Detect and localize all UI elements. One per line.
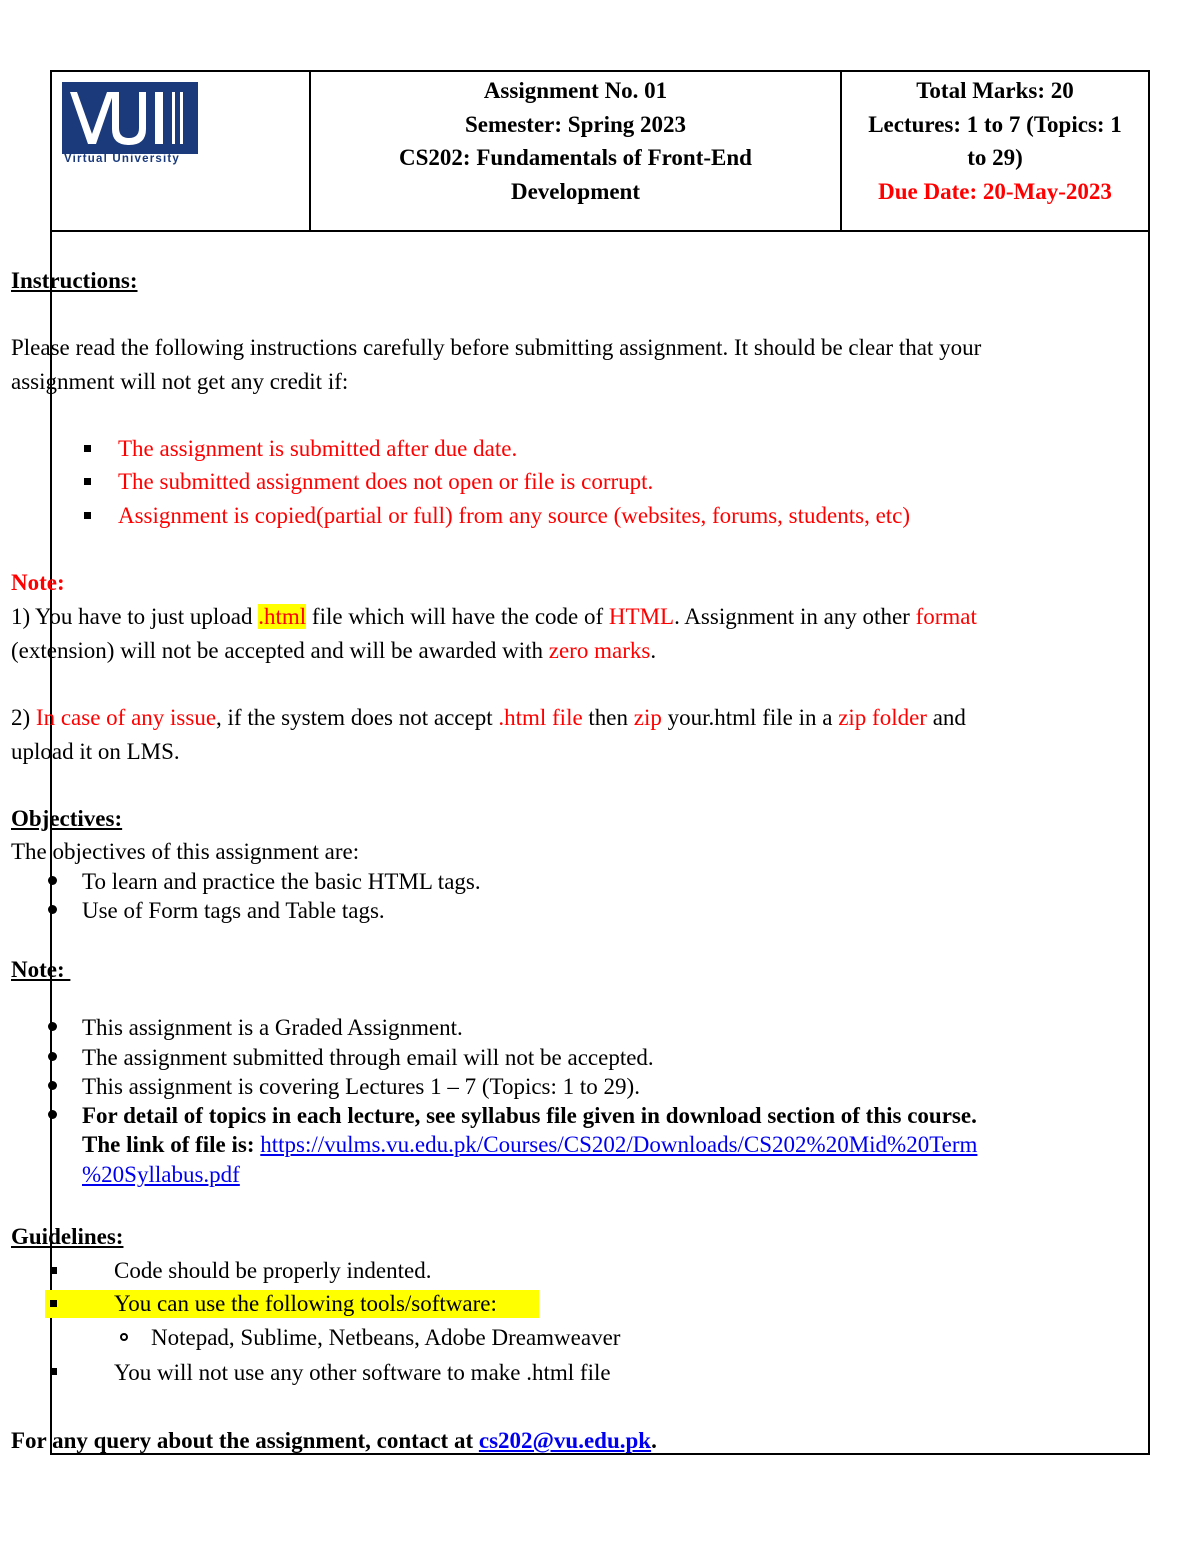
note-heading: Note: bbox=[11, 570, 65, 595]
note-line-3 bbox=[11, 701, 966, 734]
instructions-intro-1: Please read the following instructions carefully before submitting assignment. It should be clear that your bbox=[11, 335, 982, 360]
guidelines-heading: Guidelines: bbox=[11, 1224, 124, 1249]
note-text: . bbox=[650, 638, 657, 663]
note-red-text: In case of any issue bbox=[35, 705, 217, 730]
bullet-dot bbox=[48, 876, 57, 885]
bullet-circle bbox=[120, 1333, 128, 1341]
objectives-intro: The objectives of this assignment are: bbox=[11, 839, 360, 864]
note-text: 2) bbox=[11, 705, 36, 730]
note2-item-2: The assignment submitted through email will not be accepted. bbox=[82, 1045, 654, 1070]
bullet-square bbox=[84, 512, 91, 519]
note-line-2 bbox=[11, 634, 656, 667]
note2-heading: Note: bbox=[11, 957, 71, 982]
contact-email-link[interactable]: cs202@vu.edu.pk bbox=[478, 1428, 652, 1453]
bullet-dot bbox=[48, 1022, 57, 1031]
bullet-square bbox=[50, 1267, 57, 1274]
marks-cell bbox=[842, 72, 1148, 230]
course-title: CS202: Fundamentals of Front-End bbox=[399, 145, 752, 170]
guideline-item-1: Code should be properly indented. bbox=[114, 1258, 432, 1283]
guideline-sub-item: Notepad, Sublime, Netbeans, Adobe Dreamweaver bbox=[151, 1325, 621, 1350]
contact-end: . bbox=[651, 1428, 657, 1453]
syllabus-link-line-2 bbox=[82, 1158, 240, 1191]
note-text: (extension) will not be accepted and will be awarded with bbox=[11, 638, 549, 663]
lectures: Lectures: 1 to 7 (Topics: 1 bbox=[868, 111, 1122, 137]
due-date: Due Date: 20-May-2023 bbox=[878, 178, 1112, 204]
assignment-document bbox=[50, 70, 1150, 1455]
note-text: and bbox=[926, 705, 966, 730]
note-red-text: format bbox=[915, 604, 977, 629]
note-text: your.html file in a bbox=[661, 705, 839, 730]
logo-cell bbox=[52, 72, 311, 230]
contact-text: For any query about the assignment, contact at bbox=[11, 1428, 479, 1453]
note-red-text: zero marks bbox=[548, 638, 651, 663]
assignment-info-cell bbox=[311, 72, 842, 230]
instructions-intro-2: assignment will not get any credit if: bbox=[11, 369, 349, 394]
note-text: , if the system does not accept bbox=[216, 705, 499, 730]
guideline-item-2: You can use the following tools/software: bbox=[114, 1291, 497, 1316]
note2-item-4: For detail of topics in each lecture, see syllabus file given in download section of this course. bbox=[82, 1103, 977, 1128]
note-text: 1) You have to just upload bbox=[11, 604, 259, 629]
total-marks: Total Marks: 20 bbox=[916, 78, 1074, 103]
instructions-heading: Instructions: bbox=[11, 268, 138, 293]
syllabus-link[interactable]: https://vulms.vu.edu.pk/Courses/CS202/Downloads/CS202%20Mid%20Term bbox=[260, 1132, 978, 1157]
html-highlight: .html bbox=[258, 604, 307, 629]
lectures-cont: to 29) bbox=[967, 145, 1023, 170]
objective-item-2: Use of Form tags and Table tags. bbox=[82, 898, 385, 923]
note-text: then bbox=[582, 705, 634, 730]
note-line-4: upload it on LMS. bbox=[11, 739, 180, 764]
note-red-text: HTML bbox=[608, 604, 675, 629]
contact-line bbox=[11, 1424, 657, 1457]
header-table bbox=[52, 72, 1148, 232]
bullet-square bbox=[84, 478, 91, 485]
course-title-cont: Development bbox=[510, 178, 641, 204]
instruction-bullet-1: The assignment is submitted after due date. bbox=[118, 436, 518, 461]
syllabus-link-cont[interactable]: %20Syllabus.pdf bbox=[82, 1162, 240, 1187]
instruction-bullet-2: The submitted assignment does not open or file is corrupt. bbox=[118, 469, 654, 494]
semester: Semester: Spring 2023 bbox=[464, 111, 687, 137]
logo-caption: Virtual University bbox=[64, 153, 180, 165]
note-text: file which will have the code of bbox=[306, 604, 609, 629]
note-red-text: zip bbox=[633, 705, 662, 730]
instruction-bullet-3: Assignment is copied(partial or full) from any source (websites, forums, students, etc) bbox=[118, 503, 911, 528]
guideline-item-3: You will not use any other software to make .html file bbox=[114, 1360, 611, 1385]
note2-item-1: This assignment is a Graded Assignment. bbox=[82, 1015, 463, 1040]
assignment-number: Assignment No. 01 bbox=[483, 78, 668, 103]
note-line-1 bbox=[11, 600, 977, 633]
bullet-dot bbox=[48, 905, 57, 914]
objectives-heading: Objectives: bbox=[11, 806, 123, 831]
note2-item-3: This assignment is covering Lectures 1 – 7 (Topics: 1 to 29). bbox=[82, 1074, 640, 1099]
syllabus-link-line bbox=[82, 1128, 977, 1161]
bullet-dot bbox=[48, 1081, 57, 1090]
bullet-square bbox=[84, 445, 91, 452]
bullet-dot bbox=[48, 1110, 57, 1119]
note-red-text: zip folder bbox=[838, 705, 927, 730]
objective-item-1: To learn and practice the basic HTML tags. bbox=[82, 869, 481, 894]
note-red-text: .html file bbox=[498, 705, 583, 730]
link-label: The link of file is: bbox=[82, 1132, 261, 1157]
bullet-dot bbox=[48, 1052, 57, 1061]
bullet-square bbox=[50, 1300, 57, 1307]
bullet-square bbox=[50, 1368, 57, 1375]
note-text: . Assignment in any other bbox=[674, 604, 916, 629]
